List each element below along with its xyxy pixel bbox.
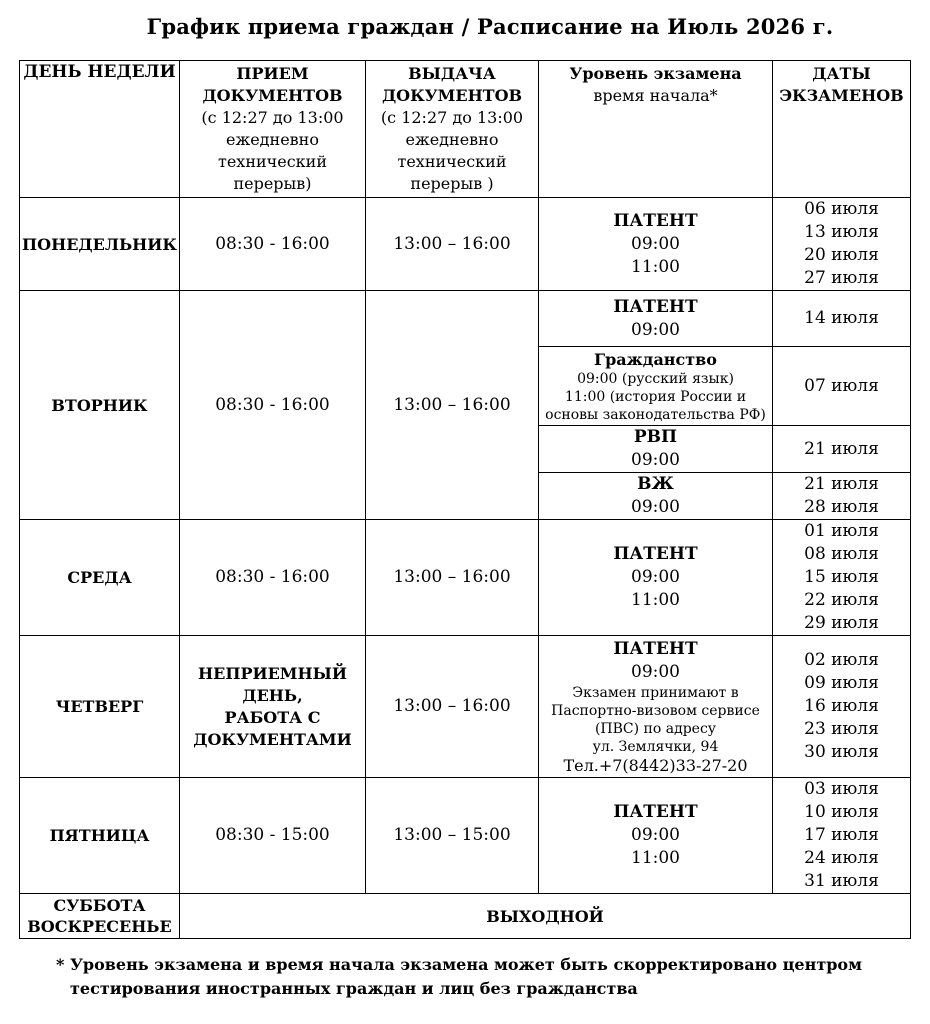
- exam-date: 21 июля: [804, 438, 879, 459]
- weekend-day: СУББОТА: [53, 896, 146, 915]
- exam-cell: [539, 778, 773, 894]
- issue-cell: 13:00 – 16:00: [366, 636, 539, 778]
- exam-date: 02 июля: [804, 650, 879, 670]
- exam-date: 15 июля: [804, 567, 879, 587]
- exam-date: 23 июля: [804, 719, 879, 739]
- header-day-label: ДЕНЬ НЕДЕЛИ: [23, 62, 176, 82]
- exam-name: ПАТЕНТ: [613, 296, 698, 317]
- row-friday: [20, 778, 911, 894]
- header-row: [20, 61, 911, 198]
- exam-cell: [539, 426, 773, 473]
- header-receive-note: технический: [217, 152, 327, 171]
- dates-cell: [773, 291, 911, 347]
- receive-cell: 08:30 - 15:00: [180, 778, 366, 894]
- exam-date: 24 июля: [804, 848, 879, 868]
- receive-cell: 08:30 - 16:00: [180, 520, 366, 636]
- exam-date: 27 июля: [804, 268, 879, 288]
- exam-date: 13 июля: [804, 222, 879, 242]
- exam-date: 10 июля: [804, 802, 879, 822]
- exam-cell: [539, 520, 773, 636]
- row-tuesday: [20, 291, 911, 347]
- exam-phone: Тел.+7(8442)33-27-20: [563, 755, 748, 775]
- header-issue-title: ВЫДАЧА: [408, 64, 496, 83]
- header-dates: [773, 61, 911, 198]
- exam-time: 09:00: [631, 450, 680, 470]
- header-receive-note: (с 12:27 до 13:00: [201, 108, 344, 127]
- header-issue-note: перерыв ): [410, 174, 494, 193]
- non-reception-label: ДЕНЬ,: [242, 685, 303, 705]
- row-wednesday: [20, 520, 911, 636]
- exam-time: 09:00: [631, 497, 680, 517]
- exam-note: (ПВС) по адресу: [594, 720, 717, 737]
- receive-cell: 08:30 - 16:00: [180, 291, 366, 520]
- day-cell: СРЕДА: [20, 520, 180, 636]
- exam-date: 31 июля: [804, 871, 879, 891]
- issue-cell: 13:00 – 15:00: [366, 778, 539, 894]
- header-dates-title: ДАТЫ: [812, 64, 871, 83]
- day-cell: [20, 894, 180, 939]
- exam-date: 22 июля: [804, 590, 879, 610]
- exam-name: ПАТЕНТ: [613, 544, 698, 564]
- header-day: [20, 61, 180, 198]
- exam-name: Гражданство: [594, 349, 717, 369]
- dates-cell: [773, 426, 911, 473]
- header-issue-note: технический: [397, 152, 507, 171]
- exam-time: 11:00: [631, 256, 680, 277]
- exam-note: ул. Землячки, 94: [592, 738, 719, 755]
- exam-cell: [539, 198, 773, 291]
- non-reception-label: ДОКУМЕНТАМИ: [193, 729, 352, 749]
- header-receive-note: перерыв): [233, 174, 312, 193]
- header-level-note: время начала*: [593, 86, 718, 105]
- dates-cell: [773, 347, 911, 426]
- issue-cell: 13:00 – 16:00: [366, 291, 539, 520]
- receive-cell: 08:30 - 16:00: [180, 198, 366, 291]
- header-level-title: Уровень экзамена: [569, 64, 742, 83]
- exam-cell: [539, 636, 773, 778]
- header-receive-title: ДОКУМЕНТОВ: [202, 86, 343, 105]
- exam-name: ВЖ: [637, 474, 674, 494]
- receive-cell: [180, 636, 366, 778]
- footnote-line: * Уровень экзамена и время начала экзамена может быть скорректировано центром: [56, 955, 862, 974]
- day-cell: ПЯТНИЦА: [20, 778, 180, 894]
- header-receive-title: ПРИЕМ: [236, 64, 309, 83]
- exam-time: 09:00: [631, 319, 680, 340]
- exam-date: 16 июля: [804, 696, 879, 716]
- header-receive-note: ежедневно: [226, 130, 319, 149]
- footnote-line: тестирования иностранных граждан и лиц без гражданства: [70, 979, 638, 998]
- footnote: [56, 953, 901, 1001]
- day-cell: ВТОРНИК: [20, 291, 180, 520]
- schedule-table: [19, 60, 911, 939]
- header-level: [539, 61, 773, 198]
- dates-cell: [773, 198, 911, 291]
- header-issue-note: (с 12:27 до 13:00: [380, 108, 524, 127]
- exam-time: 11:00: [631, 590, 680, 610]
- exam-date: 08 июля: [804, 544, 879, 564]
- header-issue-title: ДОКУМЕНТОВ: [381, 86, 523, 105]
- exam-note: Экзамен принимают в: [572, 684, 739, 701]
- exam-date: 07 июля: [804, 375, 879, 396]
- header-issue-note: ежедневно: [405, 130, 499, 149]
- exam-date: 20 июля: [804, 245, 879, 265]
- row-weekend: [20, 894, 911, 939]
- exam-date: 29 июля: [804, 613, 879, 633]
- exam-date: 28 июля: [804, 497, 879, 517]
- exam-time: 11:00: [631, 848, 680, 868]
- non-reception-label: РАБОТА С: [224, 707, 321, 727]
- row-monday: [20, 198, 911, 291]
- row-thursday: [20, 636, 911, 778]
- dates-cell: [773, 520, 911, 636]
- header-dates-title: ЭКЗАМЕНОВ: [779, 86, 904, 105]
- exam-name: РВП: [633, 427, 678, 447]
- day-cell: ЧЕТВЕРГ: [20, 636, 180, 778]
- exam-date: 30 июля: [804, 742, 879, 762]
- exam-time: основы законодательства РФ): [545, 406, 766, 423]
- exam-date: 06 июля: [804, 199, 879, 219]
- exam-time: 09:00: [631, 825, 680, 845]
- exam-cell: [539, 291, 773, 347]
- exam-time: 09:00 (русский язык): [577, 370, 734, 387]
- exam-date: 21 июля: [804, 474, 879, 494]
- issue-cell: 13:00 – 16:00: [366, 520, 539, 636]
- dates-cell: [773, 636, 911, 778]
- exam-date: 03 июля: [804, 779, 879, 799]
- exam-note: Паспортно-визовом сервисе: [551, 702, 760, 719]
- header-issue: [366, 61, 539, 198]
- weekend-status: ВЫХОДНОЙ: [180, 894, 911, 939]
- exam-date: 14 июля: [804, 308, 879, 328]
- exam-time: 11:00 (история России и: [564, 388, 747, 405]
- exam-cell: [539, 347, 773, 426]
- exam-cell: [539, 473, 773, 520]
- weekend-day: ВОСКРЕСЕНЬЕ: [27, 917, 172, 936]
- page-title: График приема граждан / Расписание на Июль 2026 г.: [146, 14, 834, 39]
- dates-cell: [773, 778, 911, 894]
- dates-cell: [773, 473, 911, 520]
- exam-date: 09 июля: [804, 673, 879, 693]
- header-receive: [180, 61, 366, 198]
- exam-name: ПАТЕНТ: [613, 638, 698, 659]
- exam-time: 09:00: [631, 661, 680, 682]
- non-reception-label: НЕПРИЕМНЫЙ: [198, 663, 347, 683]
- exam-time: 09:00: [631, 233, 680, 254]
- exam-name: ПАТЕНТ: [613, 210, 698, 231]
- exam-date: 01 июля: [804, 521, 879, 541]
- issue-cell: 13:00 – 16:00: [366, 198, 539, 291]
- exam-name: ПАТЕНТ: [613, 802, 698, 822]
- day-cell: ПОНЕДЕЛЬНИК: [20, 198, 180, 291]
- exam-date: 17 июля: [804, 825, 879, 845]
- exam-time: 09:00: [631, 567, 680, 587]
